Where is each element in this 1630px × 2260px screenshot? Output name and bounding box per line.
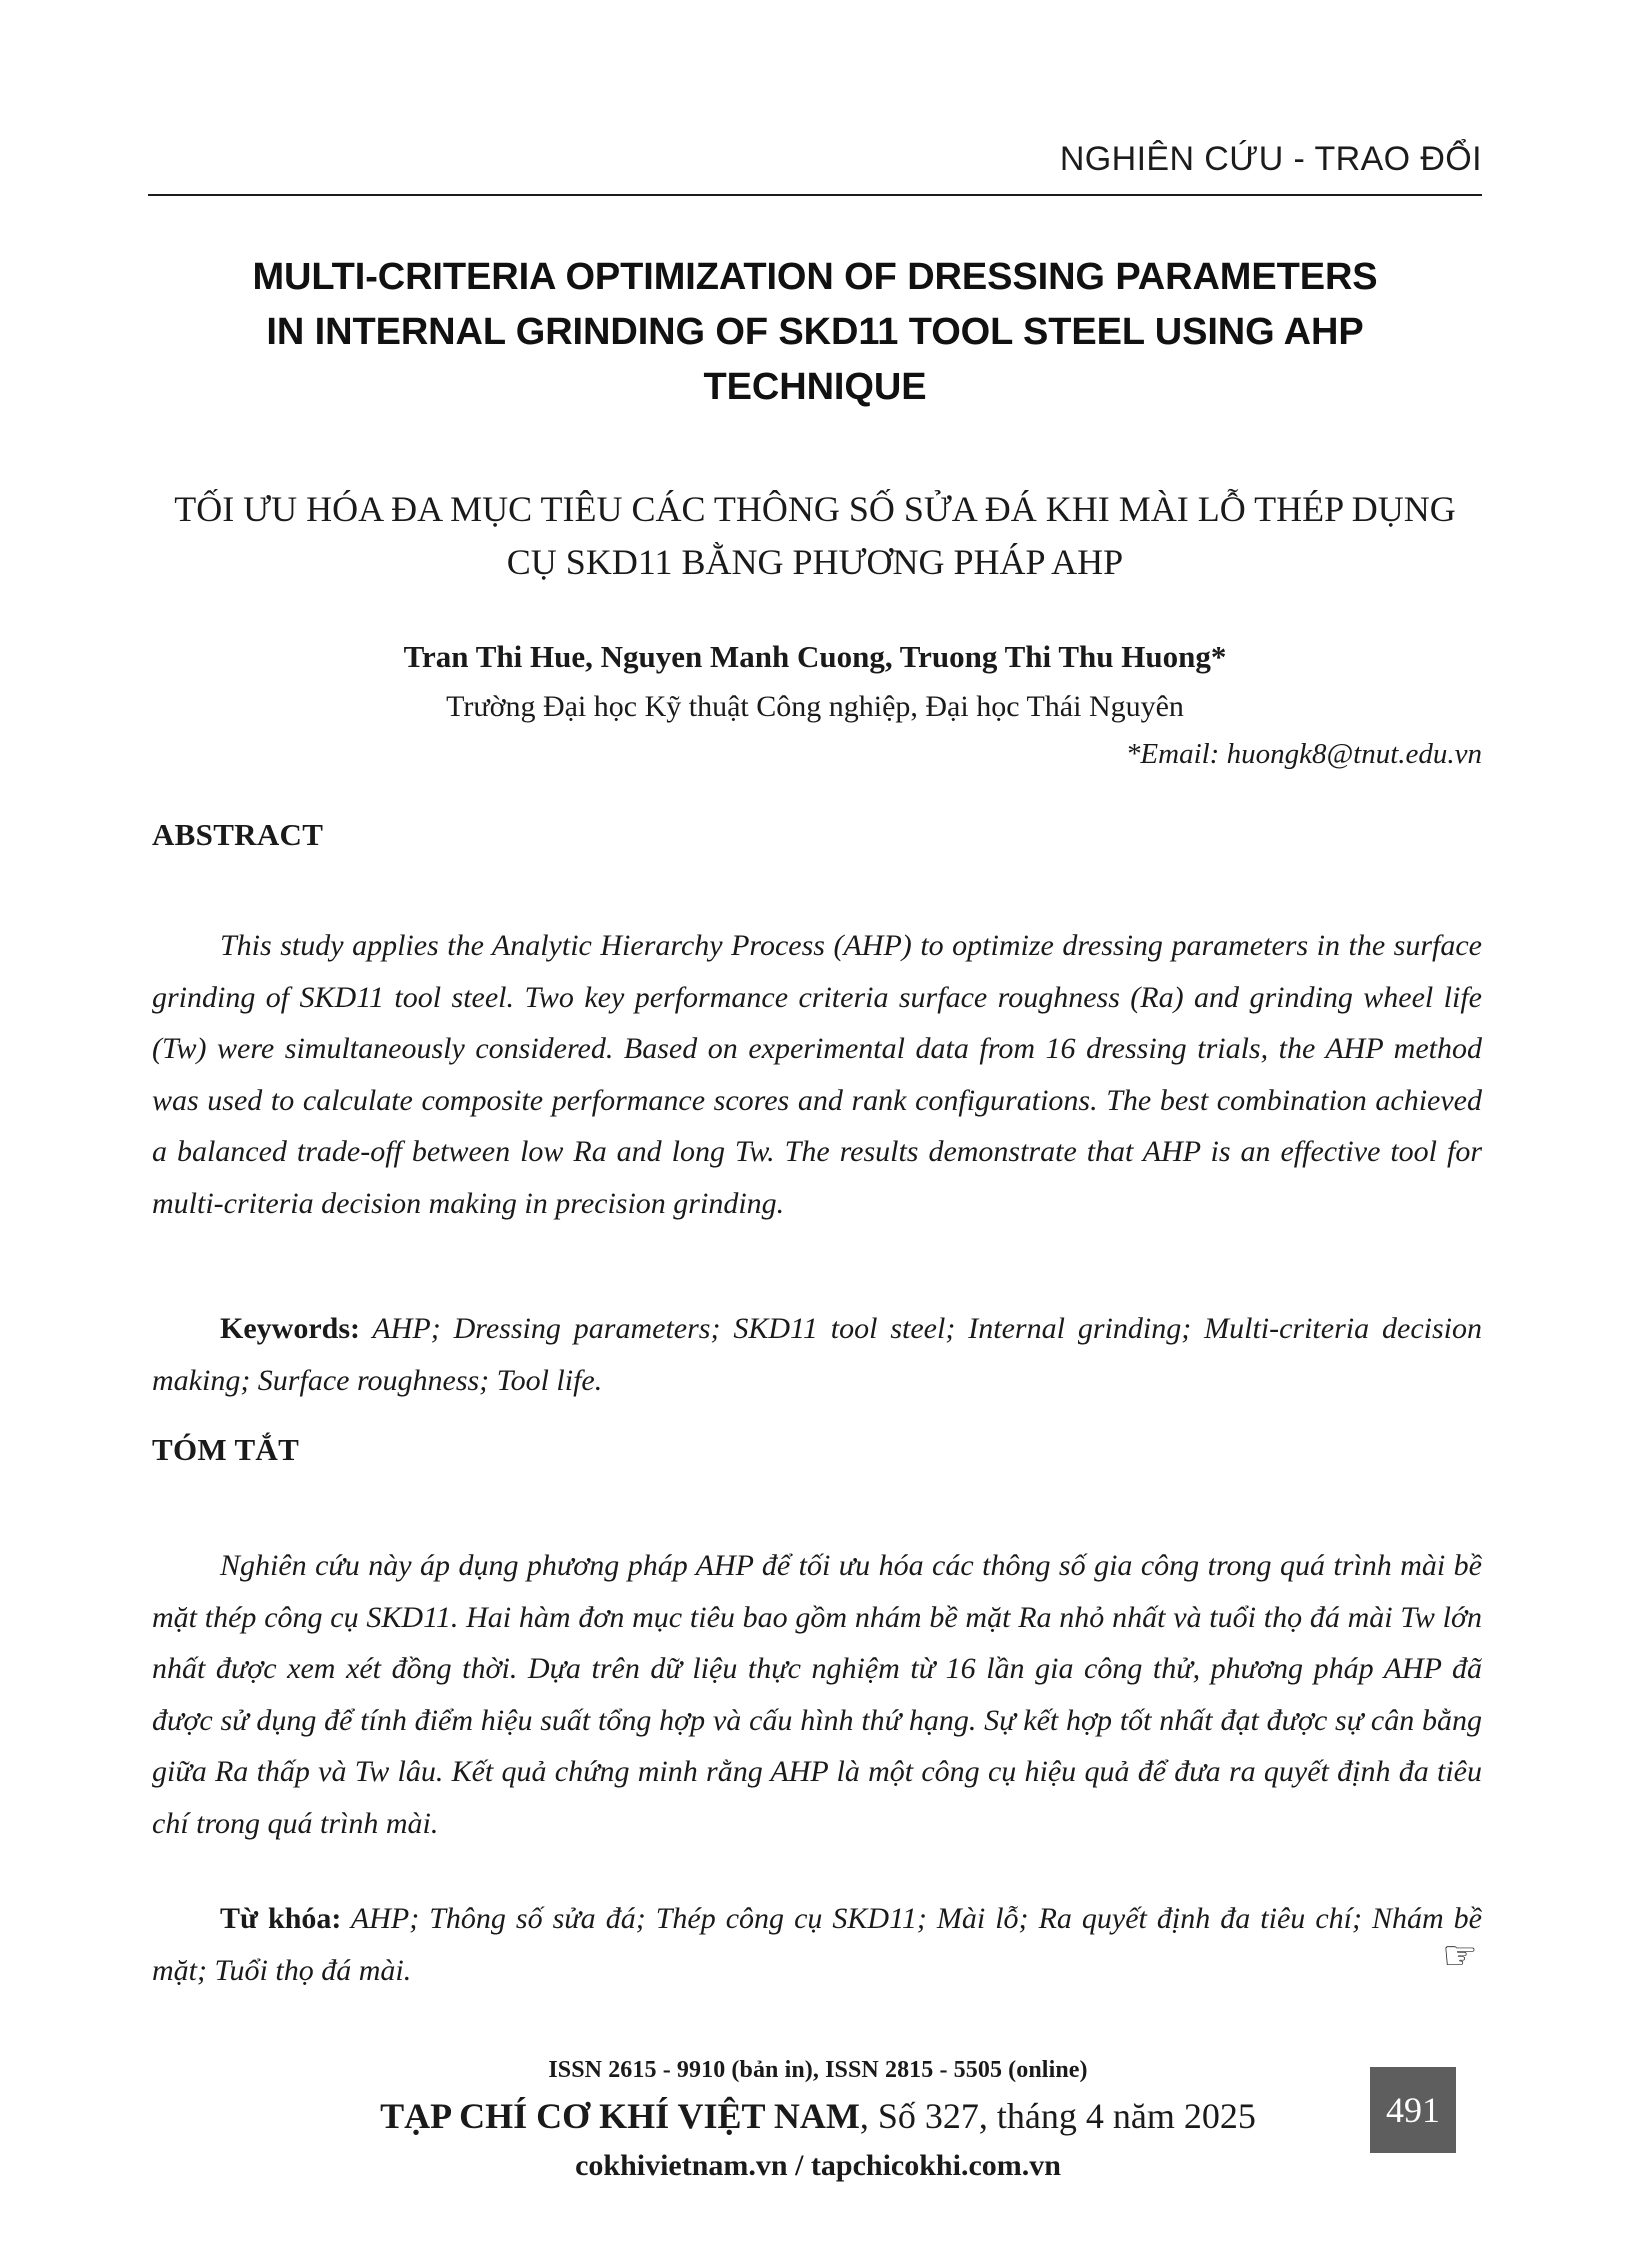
abstract-heading: ABSTRACT <box>152 817 324 852</box>
abstract-keywords <box>152 1303 1482 1406</box>
title-line-3: TECHNIQUE <box>703 366 927 409</box>
journal-website[interactable]: cokhivietnam.vn / tapchicokhi.com.vn <box>575 2149 1061 2183</box>
tukhoa-label: Từ khóa: <box>220 1902 342 1935</box>
running-head: NGHIÊN CỨU - TRAO ĐỔI <box>1059 140 1482 178</box>
tomtat-keywords <box>152 1893 1482 1996</box>
issn-line: ISSN 2615 - 9910 (bản in), ISSN 2815 - 5505 (online) <box>548 2057 1088 2083</box>
journal-line <box>300 2090 1336 2142</box>
journal-issue: , Số 327, tháng 4 năm 2025 <box>859 2096 1256 2136</box>
tomtat-body <box>152 1540 1482 1850</box>
title-line-2: IN INTERNAL GRINDING OF SKD11 TOOL STEEL USING AHP <box>266 311 1364 354</box>
title-line-1: MULTI-CRITERIA OPTIMIZATION OF DRESSING PARAMETERS <box>252 256 1378 298</box>
abstract-body-text: This study applies the Analytic Hierarchy Process (AHP) to optimize dressing parameters in the surface grinding of SKD11 tool steel. Two key performance criteria surface roughness (Ra) and grinding wheel life (Tw) were simultaneously considered. Based on experimental data from 16 dressing trials, the AHP method was used to calculate composite performance scores and rank configurations. The best combination achieved a balanced trade-off between low Ra and long Tw. The results demonstrate that AHP is an effective tool for multi-criteria decision making in precision grinding. <box>152 929 1482 1220</box>
tukhoa-value: AHP; Thông số sửa đá; Thép công cụ SKD11; Mài lỗ; Ra quyết định đa tiêu chí; Nhám bề mặt; Tuổi thọ đá mài. <box>152 1902 1482 1987</box>
subtitle-line-1: TỐI ƯU HÓA ĐA MỤC TIÊU CÁC THÔNG SỐ SỬA ĐÁ KHI MÀI LỖ THÉP DỤNG <box>174 489 1456 529</box>
corresponding-email[interactable]: *Email: huongk8@tnut.edu.vn <box>1125 738 1482 770</box>
header-rule <box>148 194 1482 196</box>
subtitle-line-2: CỤ SKD11 BẰNG PHƯƠNG PHÁP AHP <box>506 542 1124 583</box>
pointing-hand-icon: ☞ <box>1442 1933 1478 1978</box>
journal-name: TẠP CHÍ CƠ KHÍ VIỆT NAM <box>380 2096 860 2136</box>
tomtat-body-text: Nghiên cứu này áp dụng phương pháp AHP để tối ưu hóa các thông số gia công trong quá trình mài bề mặt thép công cụ SKD11. Hai hàm đơn mục tiêu bao gồm nhám bề mặt Ra nhỏ nhất và tuổi thọ đá mài Tw lớn nhất được xem xét đồng thời. Dựa trên dữ liệu thực nghiệm từ 16 lần gia công thử, phương pháp AHP đã được sử dụng để tính điểm hiệu suất tổng hợp và cấu hình thứ hạng. Sự kết hợp tốt nhất đạt được sự cân bằng giữa Ra thấp và Tw lâu. Kết quả chứng minh rằng AHP là một công cụ hiệu quả để đưa ra quyết định đa tiêu chí trong quá trình mài. <box>152 1549 1482 1840</box>
keywords-label: Keywords: <box>220 1312 360 1345</box>
tomtat-heading: TÓM TẮT <box>152 1432 300 1467</box>
author-names: Tran Thi Hue, Nguyen Manh Cuong, Truong Thi Thu Huong* <box>403 639 1227 674</box>
author-affiliation: Trường Đại học Kỹ thuật Công nghiệp, Đại học Thái Nguyên <box>446 690 1184 723</box>
page-footer <box>300 2052 1336 2188</box>
page-title <box>160 250 1470 415</box>
keywords-value: AHP; Dressing parameters; SKD11 tool steel; Internal grinding; Multi-criteria decision making; Surface roughness; Tool life. <box>152 1312 1482 1397</box>
page-number-badge: 491 <box>1370 2067 1456 2153</box>
vietnamese-subtitle <box>160 483 1470 590</box>
abstract-body <box>152 920 1482 1230</box>
